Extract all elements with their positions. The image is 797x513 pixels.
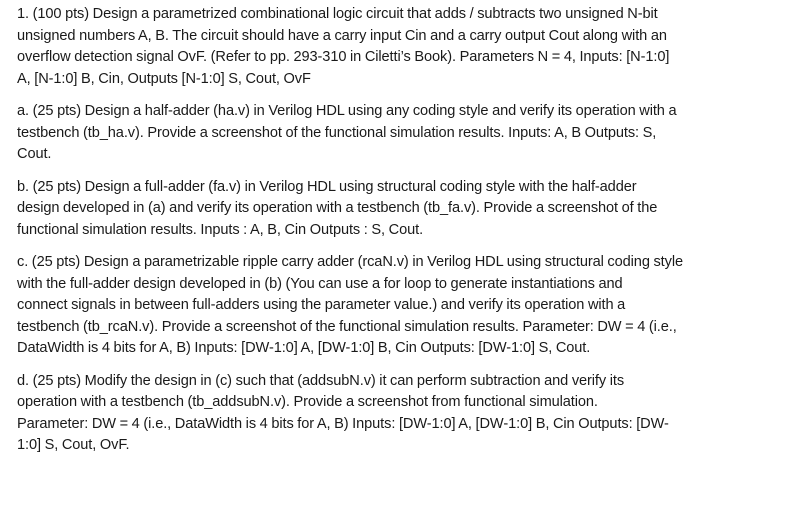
part-c-paragraph	[17, 252, 787, 360]
part-c-line: with the full-adder design developed in (b) (You can use a for loop to generate instantiations and	[17, 275, 623, 292]
part-d-paragraph	[17, 371, 787, 457]
part-b-line: functional simulation results. Inputs : A, B, Cin Outputs : S, Cout.	[17, 221, 424, 238]
part-d-line: d. (25 pts) Modify the design in (c) such that (addsubN.v) it can perform subtraction and verify its	[17, 372, 625, 389]
problem-1-paragraph	[17, 4, 787, 90]
part-c-line: c. (25 pts) Design a parametrizable ripple carry adder (rcaN.v) in Verilog HDL using structural coding style	[17, 254, 683, 270]
part-a-line: testbench (tb_ha.v). Provide a screenshot of the functional simulation results. Inputs: A, B Outputs: S,	[17, 124, 657, 141]
part-a-line: a. (25 pts) Design a half-adder (ha.v) in Verilog HDL using any coding style and verify its operation with a	[17, 103, 677, 119]
part-b-line: b. (25 pts) Design a full-adder (fa.v) in Verilog HDL using structural coding style with the half-adder	[17, 178, 637, 195]
part-d-line: 1:0] S, Cout, OvF.	[17, 437, 130, 453]
problem-1-line: overflow detection signal OvF. (Refer to pp. 293-310 in Ciletti’s Book). Parameters N = 4, Inputs: [N-1:0]	[17, 49, 670, 65]
part-c-line: DataWidth is 4 bits for A, B) Inputs: [DW-1:0] A, [DW-1:0] B, Cin Outputs: [DW-1:0] S, Cout.	[17, 340, 591, 356]
problem-1-line: 1. (100 pts) Design a parametrized combinational logic circuit that adds / subtracts two unsigned N-bit	[17, 6, 658, 22]
part-d-line: Parameter: DW = 4 (i.e., DataWidth is 4 bits for A, B) Inputs: [DW-1:0] A, [DW-1:0] B, Cin Outputs: [DW-	[17, 415, 669, 432]
part-c-line: connect signals in between full-adders using the parameter value.) and verify its operation with a	[17, 297, 626, 313]
part-a-line: Cout.	[17, 146, 52, 162]
part-d-line: operation with a testbench (tb_addsubN.v). Provide a screenshot from functional simulation.	[17, 394, 598, 410]
problem-1-line: A, [N-1:0] B, Cin, Outputs [N-1:0] S, Cout, OvF	[17, 70, 311, 87]
part-b-paragraph	[17, 177, 787, 242]
part-b-line: design developed in (a) and verify its operation with a testbench (tb_fa.v). Provide a screenshot of the	[17, 200, 658, 216]
part-a-paragraph	[17, 101, 787, 166]
part-c-line: testbench (tb_rcaN.v). Provide a screenshot of the functional simulation results. Parameter: DW = 4 (i.e.,	[17, 318, 677, 335]
problem-1-line: unsigned numbers A, B. The circuit should have a carry input Cin and a carry output Cout along with an	[17, 27, 667, 44]
